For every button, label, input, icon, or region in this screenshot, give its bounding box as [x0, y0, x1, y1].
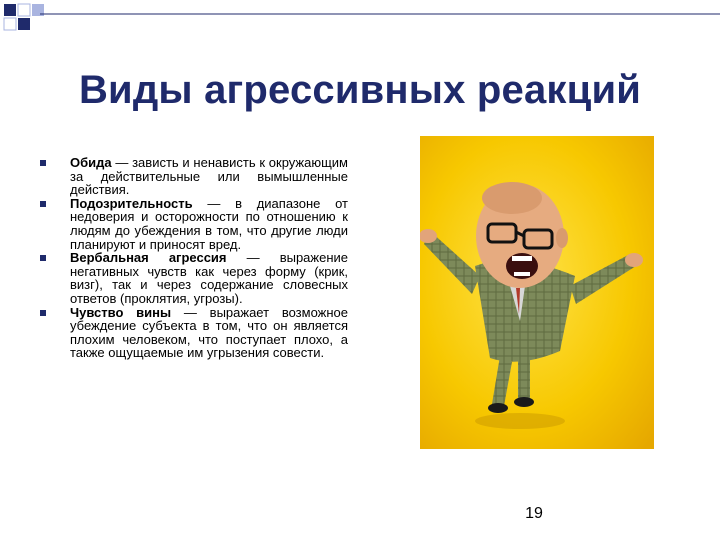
slide-title: Виды агрессивных реакций [78, 68, 642, 112]
square-bullet-icon [40, 201, 46, 207]
shouting-man-photo [420, 136, 654, 449]
bullet-text: — выражает возможное убеждение субъекта в том, что он является плохим человеком, что поступает плохо, а также ощущаемые им угрызения совести. [70, 304, 348, 361]
corner-decoration [0, 0, 720, 40]
bullet-text: — зависть и ненависть к окружающим за действительные или вымышленные действия. [70, 155, 348, 198]
bullet-item [40, 306, 348, 360]
square-bullet-icon [40, 310, 46, 316]
bullet-term: Чувство вины [70, 304, 172, 320]
bullet-item [40, 197, 348, 251]
page-number: 19 [525, 505, 543, 522]
square-bullet-icon [40, 160, 46, 166]
bullet-term: Вербальная агрессия [70, 250, 227, 266]
bullet-text: — в диапазоне от недоверия и осторожности по отношению к людям до убеждения в том, что другие люди планируют и приносят вред. [70, 195, 348, 252]
bullet-item [40, 156, 348, 197]
bullet-item [40, 251, 348, 305]
square-bullet-icon [40, 255, 46, 261]
bullet-list [40, 156, 348, 360]
bullet-term: Подозрительность [70, 195, 193, 211]
bullet-term: Обида [70, 155, 112, 170]
bullet-text: — выражение негативных чувств как через форму (крик, визг), так и через содержание словесных ответов (проклятия, угрозы). [70, 250, 349, 306]
